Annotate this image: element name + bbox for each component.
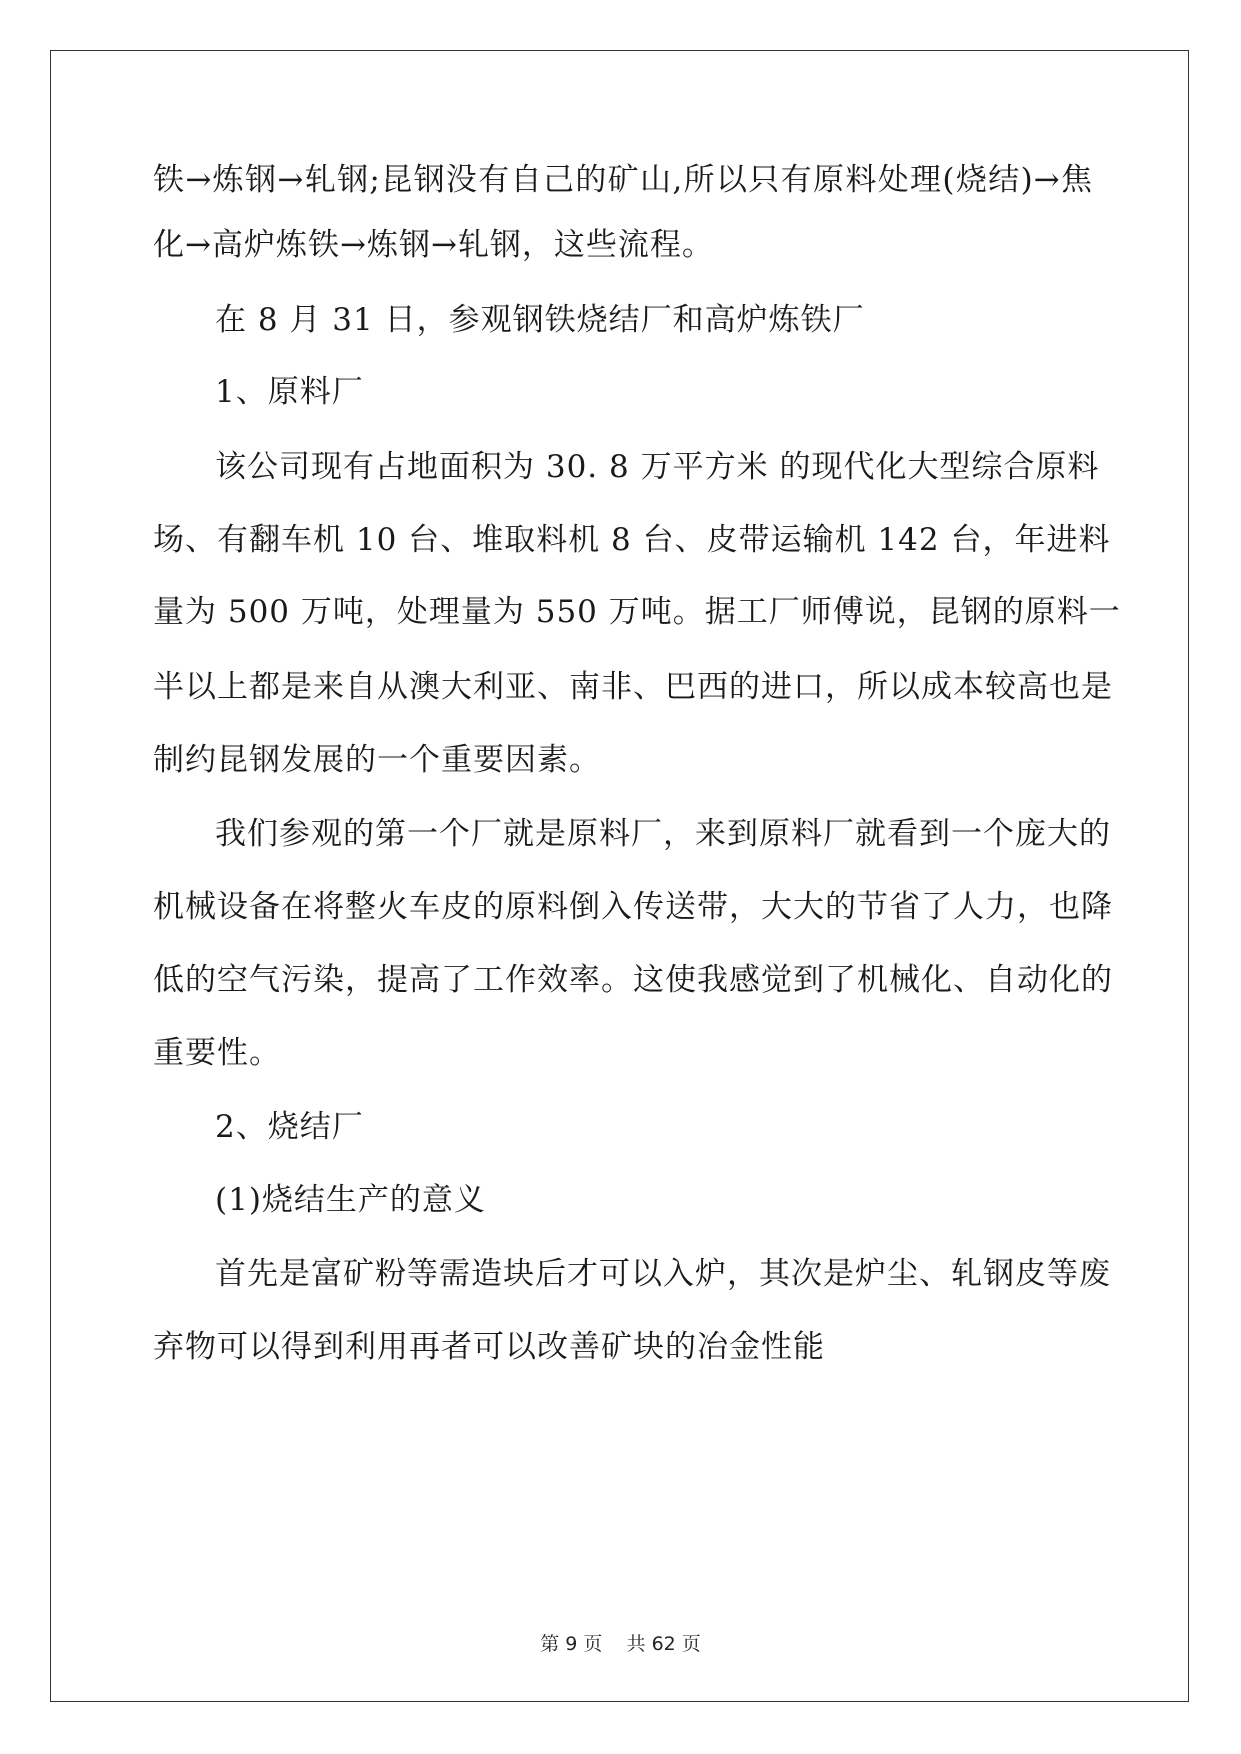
text-line: 该公司现有占地面积为 30. 8 万平方米 的现代化大型综合原料 [215, 449, 1100, 485]
text-line: 低的空气污染，提高了工作效率。这使我感觉到了机械化、自动化的 [153, 962, 1113, 998]
text-line: 弃物可以得到利用再者可以改善矿块的冶金性能 [153, 1329, 825, 1365]
text-line: 在 8 月 31 日，参观钢铁烧结厂和高炉炼铁厂 [215, 302, 865, 338]
section-heading: 1、原料厂 [215, 374, 364, 410]
page-number: 第 9 页 共 62 页 [540, 1633, 701, 1655]
text-line: 铁→炼钢→轧钢;昆钢没有自己的矿山,所以只有原料处理(烧结)→焦 [153, 162, 1093, 198]
text-line: 我们参观的第一个厂就是原料厂，来到原料厂就看到一个庞大的 [215, 816, 1111, 852]
text-line: 量为 500 万吨，处理量为 550 万吨。据工厂师傅说，昆钢的原料一 [153, 594, 1121, 630]
text-line: 首先是富矿粉等需造块后才可以入炉，其次是炉尘、轧钢皮等废 [215, 1256, 1111, 1292]
section-heading: 2、烧结厂 [215, 1109, 364, 1145]
text-line: 场、有翻车机 10 台、堆取料机 8 台、皮带运输机 142 台，年进料 [153, 522, 1111, 558]
subsection-heading: (1)烧结生产的意义 [215, 1182, 486, 1218]
text-line: 重要性。 [153, 1035, 281, 1071]
page-border [50, 50, 1189, 1702]
text-line: 机械设备在将整火车皮的原料倒入传送带，大大的节省了人力，也降 [153, 889, 1113, 925]
text-line: 半以上都是来自从澳大利亚、南非、巴西的进口，所以成本较高也是 [153, 669, 1113, 705]
text-line: 化→高炉炼铁→炼钢→轧钢，这些流程。 [153, 227, 714, 263]
text-line: 制约昆钢发展的一个重要因素。 [153, 742, 601, 778]
